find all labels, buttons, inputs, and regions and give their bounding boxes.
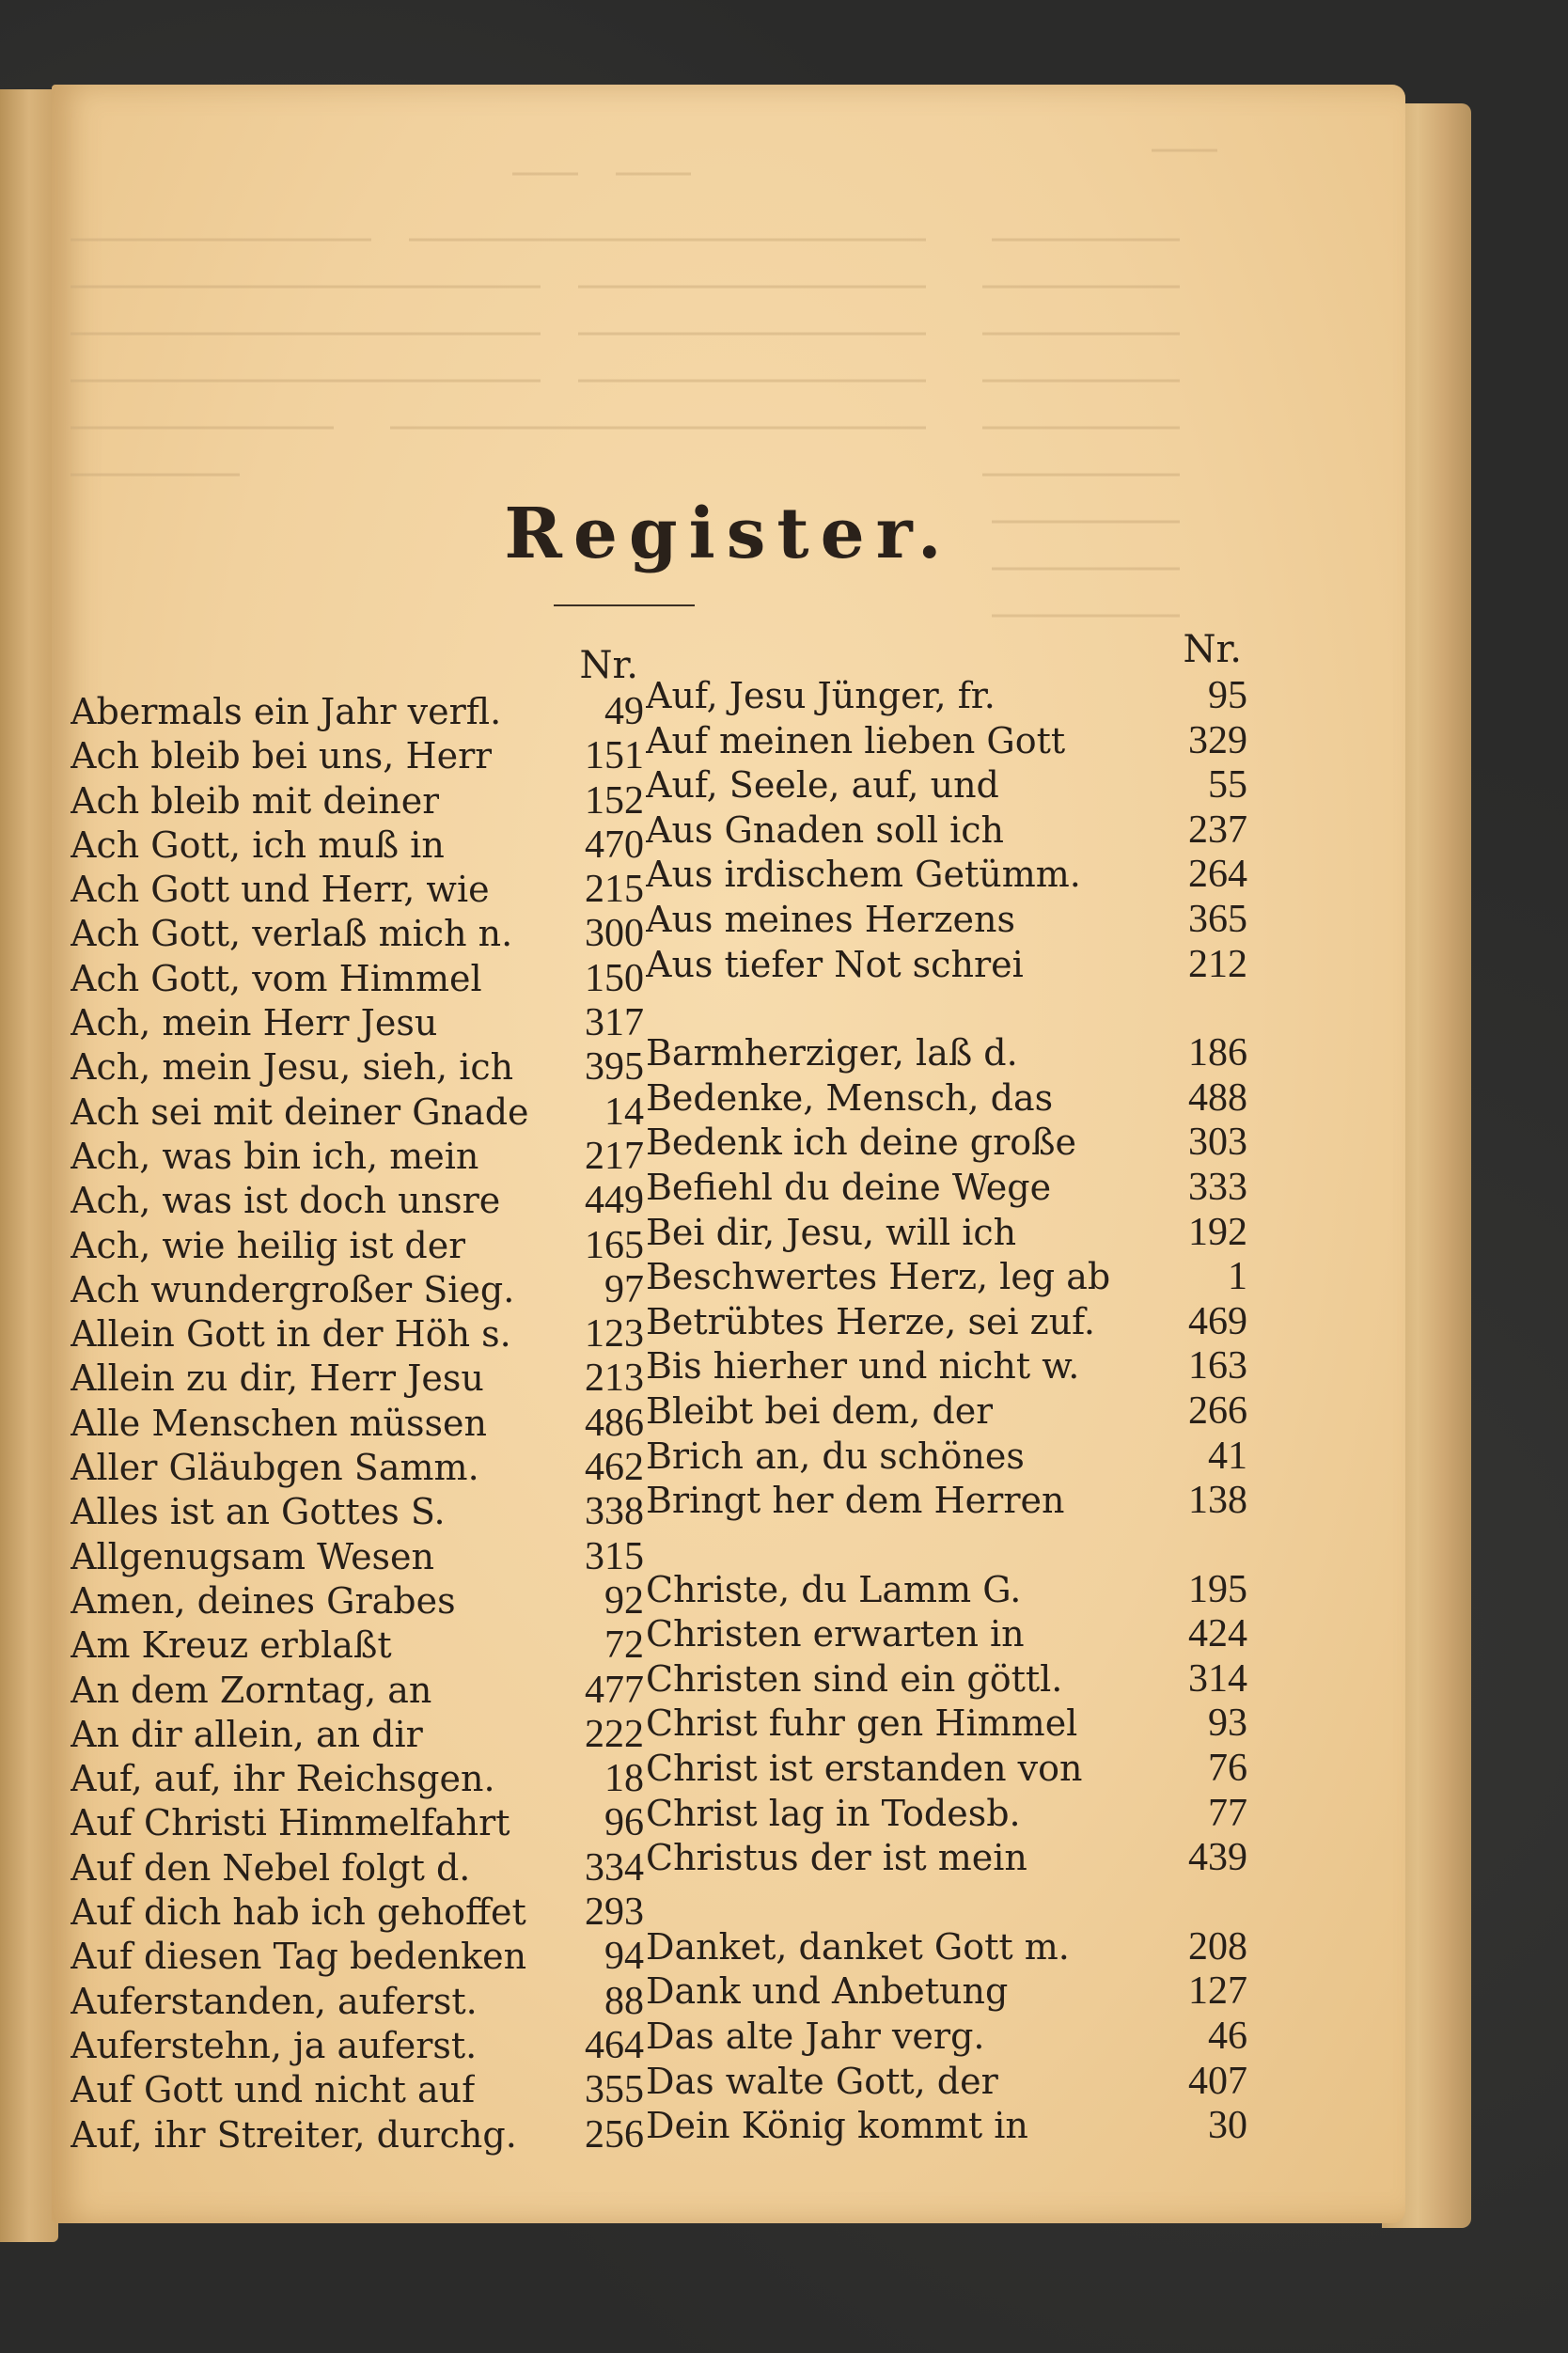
entry-title: Ach, wie heilig ist der [71, 1224, 466, 1266]
entry-title: Christe, du Lamm G. [646, 1568, 1022, 1610]
entry-title: Ach, was ist doch unsre [71, 1180, 501, 1222]
book-page [52, 85, 1405, 2223]
entry-title: An dem Zorntag, an [71, 1669, 432, 1711]
entry-title: Aus irdischem Getümm. [646, 854, 1081, 896]
index-entry [71, 2024, 644, 2068]
entry-title: Dein König kommt in [646, 2105, 1028, 2147]
entry-title: Ach Gott, verlaß mich n. [71, 913, 513, 955]
index-group-d [646, 1925, 1247, 2149]
entry-title: Auf, Seele, auf, und [646, 764, 999, 807]
index-entry [646, 1479, 1247, 1524]
index-entry [71, 1490, 644, 1534]
entry-number: 237 [1188, 808, 1247, 852]
entry-title: Auf, auf, ihr Reichsgen. [71, 1758, 495, 1800]
entry-number: 217 [585, 1134, 644, 1178]
entry-number: 333 [1188, 1165, 1247, 1209]
entry-title: Barmherziger, laß d. [646, 1032, 1018, 1075]
entry-title: Auf, ihr Streiter, durchg. [71, 2113, 517, 2156]
entry-title: Amen, deines Grabes [71, 1579, 456, 1622]
index-entry [646, 1255, 1247, 1300]
index-entry [646, 1031, 1247, 1076]
entry-title: Ach Gott, vom Himmel [71, 957, 482, 999]
index-entry [646, 1969, 1247, 2015]
index-entry [71, 1268, 644, 1312]
entry-number: 477 [585, 1668, 644, 1712]
entry-title: Ach Gott, ich muß in [71, 824, 445, 866]
entry-number: 334 [585, 1845, 644, 1890]
index-entry [71, 1669, 644, 1713]
index-entry [646, 1747, 1247, 1792]
index-column-left [71, 641, 644, 2157]
entry-title: Ach wundergroßer Sieg. [71, 1268, 515, 1310]
entry-title: Auf Gott und nicht auf [71, 2069, 476, 2111]
index-entry [646, 1657, 1247, 1702]
index-entry [646, 1792, 1247, 1837]
index-entry [71, 1713, 644, 1757]
entry-number: 94 [604, 1935, 644, 1979]
index-entry [646, 719, 1247, 764]
entry-number: 365 [1188, 897, 1247, 941]
entry-number: 486 [585, 1401, 644, 1445]
index-entry [646, 1076, 1247, 1122]
entry-number: 212 [1188, 942, 1247, 986]
index-entry [71, 1135, 644, 1179]
entry-number: 72 [604, 1624, 644, 1668]
index-entry [646, 1435, 1247, 1480]
entry-number: 195 [1188, 1567, 1247, 1611]
index-entry [646, 1389, 1247, 1435]
entry-number: 293 [585, 1890, 644, 1935]
entry-title: Bedenk ich deine große [646, 1122, 1077, 1164]
entry-title: Auf dich hab ich gehoffet [71, 1891, 526, 1934]
entry-number: 93 [1208, 1702, 1247, 1746]
index-entry [646, 1612, 1247, 1657]
index-entry [71, 2113, 644, 2157]
entry-number: 315 [585, 1534, 644, 1578]
entry-title: Aus meines Herzens [646, 898, 1015, 940]
entry-title: Ach bleib bei uns, Herr [71, 735, 493, 777]
index-entry [71, 690, 644, 734]
entry-title: Auf den Nebel folgt d. [71, 1846, 471, 1889]
index-entry [646, 1702, 1247, 1747]
entry-title: Christen erwarten in [646, 1613, 1025, 1655]
entry-number: 76 [1208, 1747, 1247, 1791]
index-entry [71, 1890, 644, 1935]
index-entry [71, 1579, 644, 1624]
entry-number: 163 [1188, 1344, 1247, 1388]
entry-number: 92 [604, 1578, 644, 1623]
page-title: Register. [504, 494, 953, 574]
entry-title: Brich an, du schönes [646, 1435, 1025, 1477]
entry-number: 151 [585, 734, 644, 778]
entry-title: Christus der ist mein [646, 1837, 1027, 1879]
entry-title: Christ fuhr gen Himmel [646, 1702, 1078, 1745]
entry-title: Auferstehn, ja auferst. [71, 2024, 478, 2066]
entry-number: 123 [585, 1312, 644, 1357]
entry-number: 30 [1208, 2104, 1247, 2148]
entry-title: Aus Gnaden soll ich [646, 808, 1005, 851]
index-entry [71, 1001, 644, 1045]
index-entry [71, 1935, 644, 1979]
entry-title: Bringt her dem Herren [646, 1480, 1065, 1522]
index-group-au [646, 674, 1247, 987]
entry-title: Abermals ein Jahr verfl. [71, 691, 502, 732]
index-entry [71, 824, 644, 868]
entry-number: 464 [585, 2023, 644, 2067]
index-entry [71, 1224, 644, 1268]
index-entry [71, 1846, 644, 1890]
nr-column-header: Nr. [1183, 628, 1242, 671]
index-entry [646, 1925, 1247, 1970]
entry-title: Dank und Anbetung [646, 1970, 1009, 2013]
entry-title: Bis hierher und nicht w. [646, 1345, 1080, 1388]
index-entry [71, 2068, 644, 2112]
index-entry [71, 779, 644, 824]
entry-number: 256 [585, 2112, 644, 2157]
entry-title: Ach sei mit deiner Gnade [71, 1090, 529, 1133]
index-entry [646, 808, 1247, 854]
entry-number: 449 [585, 1179, 644, 1223]
entry-title: Danket, danket Gott m. [646, 1925, 1070, 1968]
index-entry [71, 1357, 644, 1401]
entry-title: Beschwertes Herz, leg ab [646, 1256, 1111, 1298]
entry-number: 46 [1208, 2015, 1247, 2059]
entry-number: 222 [585, 1712, 644, 1756]
title-rule [554, 604, 695, 606]
entry-title: Christ lag in Todesb. [646, 1792, 1021, 1834]
entry-number: 215 [585, 868, 644, 912]
index-column-right [646, 625, 1247, 2149]
entry-title: Auf diesen Tag bedenken [71, 1936, 527, 1978]
entry-number: 138 [1188, 1479, 1247, 1523]
index-entry [646, 1568, 1247, 1613]
entry-title: Alles ist an Gottes S. [71, 1491, 446, 1533]
entry-title: Allgenugsam Wesen [71, 1535, 435, 1577]
index-entry [646, 2104, 1247, 2149]
index-entry [646, 1121, 1247, 1166]
entry-number: 127 [1188, 1969, 1247, 2014]
index-entry [71, 1980, 644, 2024]
entry-number: 186 [1188, 1031, 1247, 1075]
index-entry [646, 853, 1247, 898]
entry-title: Auf meinen lieben Gott [646, 719, 1066, 761]
entry-number: 165 [585, 1223, 644, 1267]
entry-title: Am Kreuz erblaßt [71, 1624, 392, 1667]
entry-number: 266 [1188, 1388, 1247, 1433]
entry-number: 208 [1188, 1924, 1247, 1969]
entry-number: 395 [585, 1045, 644, 1090]
entry-number: 1 [1228, 1255, 1247, 1299]
entry-title: Christ ist erstanden von [646, 1748, 1083, 1790]
entry-number: 338 [585, 1490, 644, 1534]
index-entry [71, 734, 644, 778]
entry-number: 462 [585, 1446, 644, 1490]
index-group-b [646, 1031, 1247, 1524]
index-entry [71, 1045, 644, 1090]
entry-number: 470 [585, 823, 644, 867]
entry-number: 55 [1208, 763, 1247, 808]
entry-title: Das walte Gott, der [646, 2060, 998, 2102]
entry-title: Bedenke, Mensch, das [646, 1076, 1054, 1119]
entry-number: 303 [1188, 1121, 1247, 1165]
entry-title: Das alte Jahr verg. [646, 2016, 985, 2058]
index-entry [71, 1757, 644, 1801]
entry-number: 439 [1188, 1836, 1247, 1880]
entry-number: 407 [1188, 2059, 1247, 2103]
entry-title: Aller Gläubgen Samm. [71, 1447, 479, 1489]
entry-number: 329 [1188, 718, 1247, 762]
entry-title: Bleibt bei dem, der [646, 1389, 994, 1432]
index-entry [646, 763, 1247, 808]
index-entry [71, 1801, 644, 1845]
index-entry [646, 1166, 1247, 1211]
entry-title: Aus tiefer Not schrei [646, 943, 1024, 985]
index-entry [71, 1624, 644, 1668]
entry-number: 355 [585, 2068, 644, 2112]
index-entry [71, 1179, 644, 1223]
entry-title: Ach Gott und Herr, wie [71, 869, 490, 911]
entry-number: 264 [1188, 853, 1247, 897]
entry-number: 424 [1188, 1612, 1247, 1656]
entry-number: 314 [1188, 1656, 1247, 1701]
entry-title: Bei dir, Jesu, will ich [646, 1211, 1017, 1253]
group-gap [646, 1524, 1247, 1568]
entry-number: 97 [604, 1267, 644, 1311]
entry-number: 192 [1188, 1210, 1247, 1254]
entry-title: Christen sind ein göttl. [646, 1657, 1063, 1700]
entry-title: An dir allein, an dir [71, 1713, 423, 1755]
entry-title: Alle Menschen müssen [71, 1402, 487, 1444]
index-entry [646, 1211, 1247, 1256]
index-entry [71, 957, 644, 1001]
index-entry [71, 1090, 644, 1135]
entry-number: 14 [604, 1090, 644, 1134]
group-gap [646, 1881, 1247, 1925]
index-entry [646, 943, 1247, 988]
entry-title: Befiehl du deine Wege [646, 1166, 1052, 1208]
entry-number: 88 [604, 1979, 644, 2023]
facing-page-edge [0, 89, 58, 2242]
entry-number: 152 [585, 778, 644, 823]
entry-number: 18 [604, 1757, 644, 1801]
index-entry [71, 868, 644, 912]
entry-number: 49 [604, 690, 644, 733]
group-gap [646, 987, 1247, 1031]
entry-number: 41 [1208, 1434, 1247, 1478]
index-entry [646, 674, 1247, 719]
entry-title: Ach, mein Jesu, sieh, ich [71, 1046, 514, 1089]
index-entry [71, 1446, 644, 1490]
index-entry [646, 2060, 1247, 2105]
entry-number: 300 [585, 912, 644, 956]
entry-title: Ach, was bin ich, mein [71, 1135, 479, 1177]
entry-number: 317 [585, 1001, 644, 1045]
entry-title: Auf, Jesu Jünger, fr. [646, 675, 996, 716]
index-entry [646, 898, 1247, 943]
index-entry [71, 1535, 644, 1579]
entry-number: 469 [1188, 1299, 1247, 1343]
entry-number: 77 [1208, 1791, 1247, 1835]
entry-title: Ach, mein Herr Jesu [71, 1002, 438, 1044]
entry-number: 213 [585, 1357, 644, 1401]
entry-title: Auferstanden, auferst. [71, 1980, 478, 2022]
entry-title: Betrübtes Herze, sei zuf. [646, 1300, 1095, 1342]
entry-title: Ach bleib mit deiner [71, 779, 440, 822]
index-entry [646, 1300, 1247, 1345]
index-group-c [646, 1568, 1247, 1881]
nr-column-header: Nr. [579, 644, 638, 687]
index-list-left [71, 690, 644, 2157]
entry-number: 150 [585, 956, 644, 1000]
index-entry [646, 2015, 1247, 2060]
entry-number: 95 [1208, 674, 1247, 717]
index-entry [71, 1312, 644, 1357]
entry-number: 488 [1188, 1075, 1247, 1120]
entry-title: Auf Christi Himmelfahrt [71, 1802, 510, 1844]
index-entry [71, 1402, 644, 1446]
entry-title: Allein Gott in der Höh s. [71, 1313, 511, 1356]
index-entry [646, 1344, 1247, 1389]
index-entry [71, 912, 644, 956]
entry-title: Allein zu dir, Herr Jesu [71, 1357, 484, 1400]
entry-number: 96 [604, 1801, 644, 1845]
index-entry [646, 1836, 1247, 1881]
